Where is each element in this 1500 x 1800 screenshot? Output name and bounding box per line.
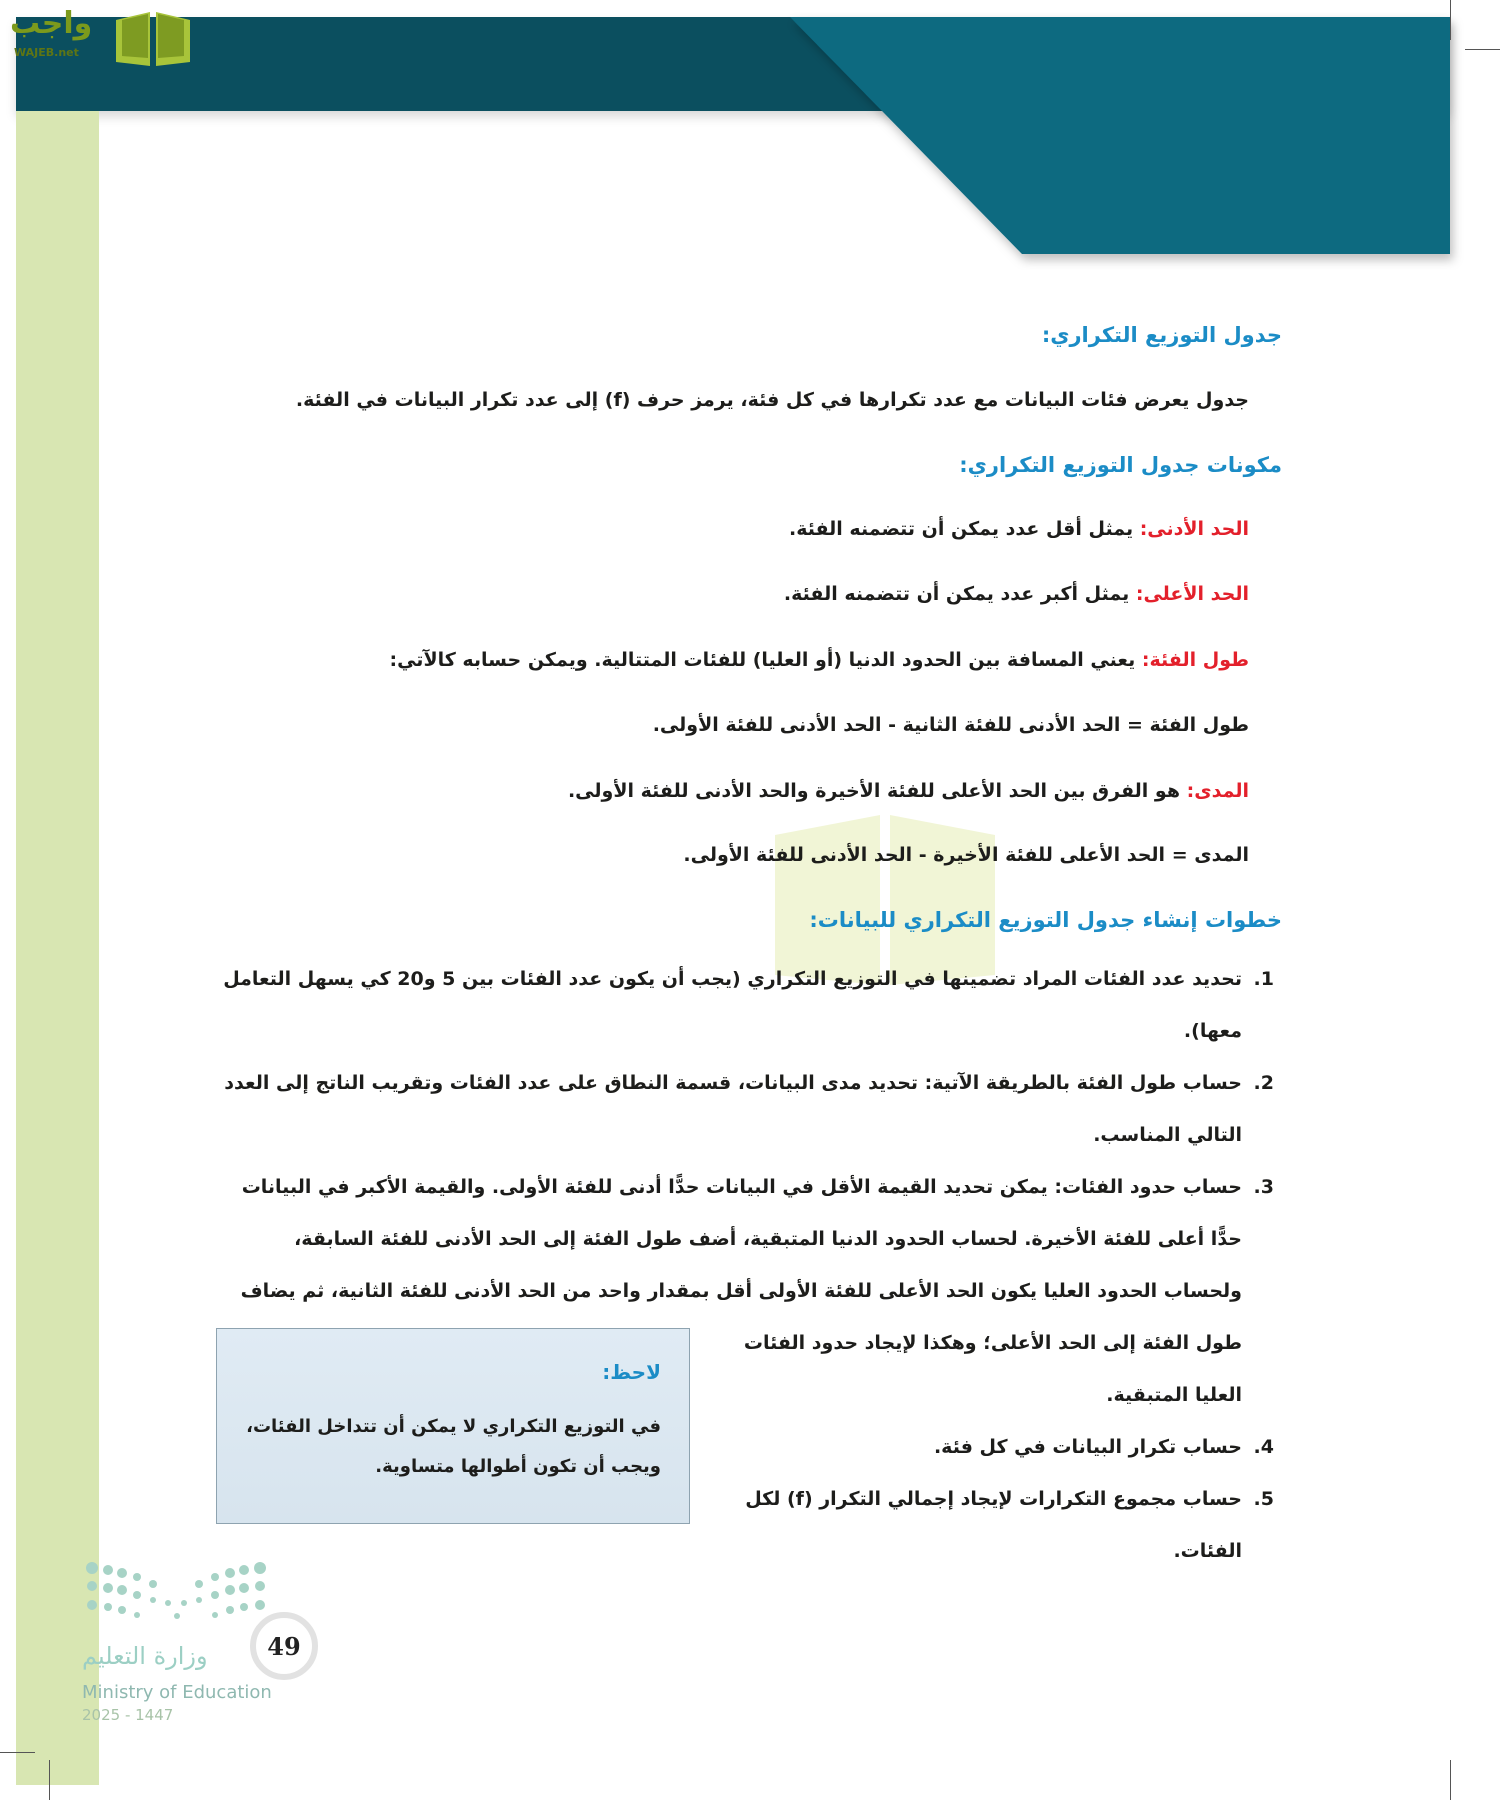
class-width-definition: طول الفئة: يعني المسافة بين الحدود الدنيا (أو العليا) للفئات المتتالية. ويمكن حسابه كالآتي: [389, 649, 1249, 671]
step-item: 2. حساب طول الفئة بالطريقة الآتية: تحديد مدى البيانات، قسمة النطاق على عدد الفئات وتقريب الناتج إلى العدد التالي المناسب. [224, 1072, 1274, 1146]
step-item: 4. حساب تكرار البيانات في كل فئة. [933, 1436, 1274, 1458]
ministry-name-english: Ministry of Education [82, 1682, 272, 1703]
wajeb-logo: واجب WAJEB.net [10, 6, 200, 66]
edition-year: 2025 - 1447 [82, 1706, 174, 1724]
ministry-dots-logo [82, 1560, 272, 1630]
crop-mark [1450, 0, 1451, 40]
crop-mark [1465, 49, 1500, 50]
crop-mark [0, 1752, 35, 1753]
step-item: 3. حساب حدود الفئات: يمكن تحديد القيمة الأقل في البيانات حدًّا أدنى للفئة الأولى. والقيمة الأكبر في البيانات حدًّا أعلى للفئة الأخيرة. لحساب الحدود الدنيا المتبقية، أضف طول الفئة إلى الحد الأدنى للفئة السابقة، ولحساب الحدود العليا يكون الحد الأعلى للفئة الأولى أقل بمقدار واحد من الحد الأدنى للفئة الثانية، ثم يضاف طول الفئة إلى الحد الأعلى؛ وهكذا لإيجاد حدود الفئات العليا المتبقية. [240, 1176, 1274, 1406]
crop-mark [49, 1760, 50, 1800]
definition-text: جدول يعرض فئات البيانات مع عدد تكرارها في كل فئة، يرمز حرف (f) إلى عدد تكرار البيانات في الفئة. [295, 389, 1249, 411]
step-item: 1. تحديد عدد الفئات المراد تضمينها في التوزيع التكراري (يجب أن يكون عدد الفئات بين 5 و20 كي يسهل التعامل معها). [223, 968, 1274, 1042]
book-icon [108, 6, 198, 68]
step-item: 5. حساب مجموع التكرارات لإيجاد إجمالي التكرار (f) لكل الفئات. [745, 1488, 1274, 1562]
heading-components: مكونات جدول التوزيع التكراري: [959, 453, 1282, 477]
lower-limit-definition: الحد الأدنى: يمثل أقل عدد يمكن أن تتضمنه الفئة. [789, 518, 1249, 540]
note-body: في التوزيع التكراري لا يمكن أن تتداخل الفئات، ويجب أن تكون أطوالها متساوية. [246, 1416, 661, 1477]
range-formula: المدى = الحد الأعلى للفئة الأخيرة - الحد الأدنى للفئة الأولى. [683, 844, 1249, 866]
heading-frequency-table: جدول التوزيع التكراري: [1041, 323, 1282, 347]
class-width-formula: طول الفئة = الحد الأدنى للفئة الثانية - الحد الأدنى للفئة الأولى. [652, 714, 1249, 736]
page-number: 49 [250, 1612, 318, 1680]
side-bar [16, 111, 99, 1785]
range-definition: المدى: هو الفرق بين الحد الأعلى للفئة الأخيرة والحد الأدنى للفئة الأولى. [567, 780, 1249, 802]
note-title: لاحظ: [602, 1360, 661, 1384]
heading-steps: خطوات إنشاء جدول التوزيع التكراري للبيانات: [809, 908, 1282, 932]
crop-mark [1450, 1760, 1451, 1800]
ministry-name-arabic: وزارة التعليم [82, 1642, 208, 1670]
header-banner-shape [0, 0, 1500, 270]
steps-list [216, 953, 1274, 1577]
upper-limit-definition: الحد الأعلى: يمثل أكبر عدد يمكن أن تتضمنه الفئة. [783, 583, 1249, 605]
